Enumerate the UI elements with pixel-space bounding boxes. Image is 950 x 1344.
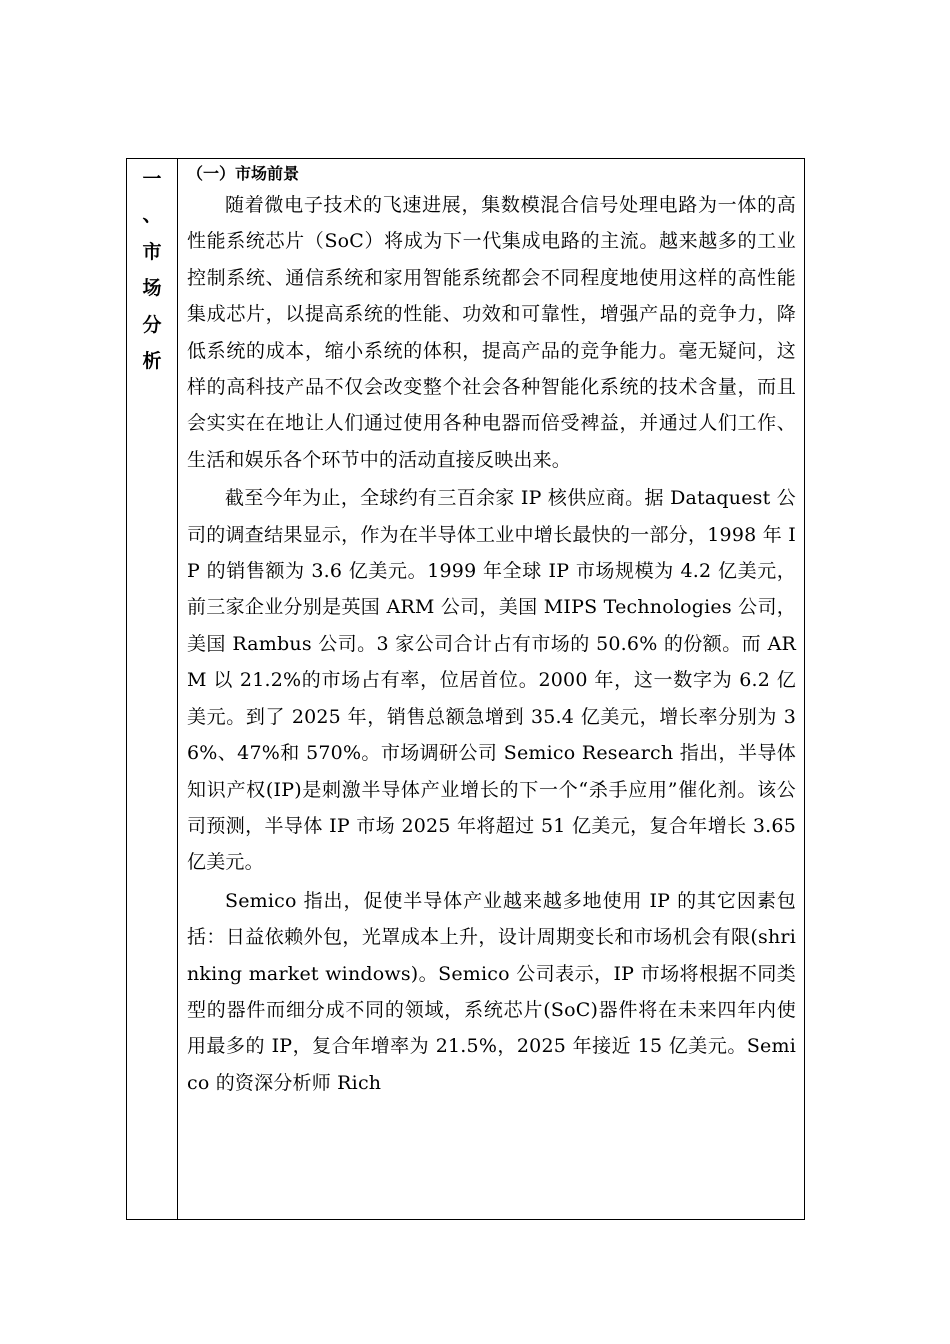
paragraph-semico-factors: Semico 指出，促使半导体产业越来越多地使用 IP 的其它因素包括：日益依赖外包，光罩成本上升，设计周期变长和市场机会有限(shrinking market windows)。Semico 公司表示，IP 市场将根据不同类型的器件而细分成不同的领域，系统芯片(SoC)器件将在未来四年内使用最多的 IP，复合年增率为 21.5%，2025 年接近 15 亿美元。Semico 的资深分析师 Rich (187, 889, 796, 1094)
side-label-char: 析 (142, 349, 162, 372)
side-label-char: 一 (142, 168, 162, 190)
document-table (126, 158, 805, 1220)
side-label-char: 场 (142, 277, 162, 300)
side-label-cell (127, 159, 178, 1219)
side-label-char: 市 (142, 240, 162, 263)
paragraph-ip-vendors: 截至今年为止，全球约有三百余家 IP 核供应商。据 Dataquest 公司的调查结果显示，作为在半导体工业中增长最快的一部分，1998 年 IP 的销售额为 3.6 亿美元。1999 年全球 IP 市场规模为 4.2 亿美元，前三家企业分别是英国 ARM 公司，美国 MIPS Technologies 公司，美国 Rambus 公司。3 家公司合计占有市场的 50.6% 的份额。而 ARM 以 21.2%的市场占有率，位居首位。2000 年，这一数字为 6.2 亿美元。到了 2025 年，销售总额急增到 35.4 亿美元，增长率分别为 36%、47%和 570%。市场调研公司 Semico Research 指出，半导体知识产权(IP)是刺激半导体产业增长的下一个“杀手应用”催化剂。该公司预测，半导体 IP 市场 2025 年将超过 51 亿美元，复合年增长 3.65 亿美元。 (187, 487, 796, 874)
side-label-char: 分 (142, 313, 162, 336)
section-heading: （一）市场前景 (187, 164, 300, 183)
content-cell (178, 159, 804, 1219)
paragraph-market-outlook: 随着微电子技术的飞速进展，集数模混合信号处理电路为一体的高性能系统芯片（SoC）将成为下一代集成电路的主流。越来越多的工业控制系统、通信系统和家用智能系统都会不同程度地使用这样的高性能集成芯片，以提高系统的性能、功效和可靠性，增强产品的竞争力，降低系统的成本，缩小系统的体积，提高产品的竞争能力。毫无疑问，这样的高科技产品不仅会改变整个社会各种智能化系统的技术含量，而且会实实在在地让人们通过使用各种电器而倍受裨益，并通过人们工作、生活和娱乐各个环节中的活动直接反映出来。 (187, 194, 796, 471)
side-label-char: 、 (142, 204, 162, 227)
